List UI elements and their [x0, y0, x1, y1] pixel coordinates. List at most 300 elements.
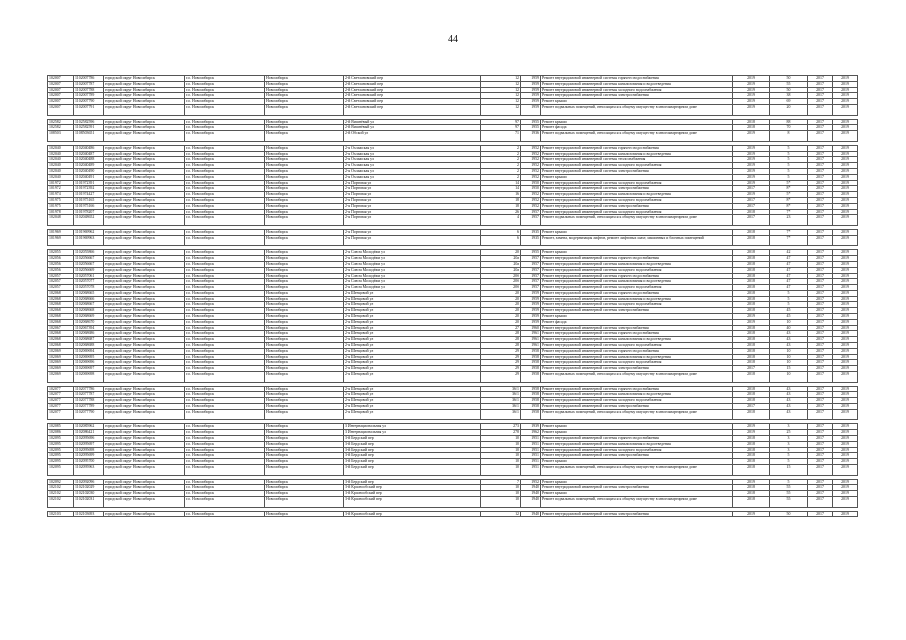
district-cell: городской округ Новосибирск — [104, 465, 185, 476]
plan-year-cell: 2019 — [733, 151, 770, 157]
built-year-cell: 1958 — [521, 366, 541, 372]
end-year-cell: 2019 — [833, 496, 858, 507]
work-type-cell: Ремонт фасада — [541, 125, 733, 131]
built-year-cell: 1957 — [521, 261, 541, 267]
street-cell: 2-й Вишнёвый ул — [344, 119, 481, 125]
row-id-cell: 101969 — [48, 229, 74, 235]
built-year-cell: 1952 — [521, 479, 541, 485]
end-year-cell: 2019 — [833, 348, 858, 354]
row-id-cell: 102077 — [48, 398, 74, 404]
row-id-cell: 101972 — [48, 186, 74, 192]
row-code-cell: 1101975165 — [74, 197, 104, 203]
work-type-cell: Ремонт подвальных помещений, относящихся к общему имуществу в многоквартирном доме — [541, 465, 733, 476]
start-year-cell: 2017 — [808, 168, 833, 174]
locality-cell: г.о. Новосибирск — [185, 163, 265, 169]
row-code-cell: 1102077786 — [74, 386, 104, 392]
start-year-cell: 2017 — [808, 366, 833, 372]
work-type-cell: Ремонт внутридомовой инженерной системы электроснабжения — [541, 511, 733, 517]
district-cell: городской округ Новосибирск — [104, 267, 185, 273]
plan-year-cell: 2018 — [733, 302, 770, 308]
work-type-cell: Ремонт крыши — [541, 430, 733, 436]
street-cell: 2-я Союза Молодёжи ул — [344, 250, 481, 256]
locality-cell: г.о. Новосибирск — [185, 93, 265, 99]
end-year-cell: 2019 — [833, 447, 858, 453]
work-type-cell: Ремонт подвальных помещений, относящихся к общему имуществу в многоквартирном доме — [541, 104, 733, 115]
plan-year-cell: 2019 — [733, 180, 770, 186]
plan-year-cell: 2017 — [733, 404, 770, 410]
plan-year-cell: 2018 — [733, 308, 770, 314]
street-cell: 2-я Союза Молодёжи ул — [344, 261, 481, 267]
city-cell: Новосибирск — [265, 267, 344, 273]
end-year-cell: 2019 — [833, 131, 858, 142]
locality-cell: г.о. Новосибирск — [185, 430, 265, 436]
locality-cell: г.о. Новосибирск — [185, 308, 265, 314]
value-cell: 38 — [770, 93, 808, 99]
row-code-cell: 1102057078 — [74, 285, 104, 291]
row-code-cell: 1102056669 — [74, 267, 104, 273]
end-year-cell: 2019 — [833, 209, 858, 215]
city-cell: Новосибирск — [265, 192, 344, 198]
value-cell: 23 — [770, 215, 808, 226]
end-year-cell: 2019 — [833, 256, 858, 262]
locality-cell: г.о. Новосибирск — [185, 279, 265, 285]
city-cell: Новосибирск — [265, 491, 344, 497]
end-year-cell: 2019 — [833, 180, 858, 186]
value-cell: 3 — [770, 447, 808, 453]
district-cell: городской округ Новосибирск — [104, 104, 185, 115]
street-cell: 2-я Охлажская ул — [344, 163, 481, 169]
end-year-cell: 2019 — [833, 93, 858, 99]
built-year-cell: 1940 — [521, 511, 541, 517]
street-cell: 2-я Шенцовой ул — [344, 409, 481, 420]
start-year-cell: 2017 — [808, 174, 833, 180]
locality-cell: г.о. Новосибирск — [185, 337, 265, 343]
district-cell: городской округ Новосибирск — [104, 145, 185, 151]
house-number-cell: 20 — [481, 308, 521, 314]
street-cell: 2-я Шенцовой ул — [344, 404, 481, 410]
work-type-cell: Ремонт внутридомовой инженерной системы холодного водоснабжения — [541, 360, 733, 366]
table-row — [48, 215, 858, 226]
district-cell: городской округ Новосибирск — [104, 496, 185, 507]
work-type-cell: Ремонт внутридомовой инженерной системы горячего водоснабжения — [541, 348, 733, 354]
plan-year-cell: 2017 — [733, 186, 770, 192]
street-cell: 2-й Вишнёвый ул — [344, 125, 481, 131]
value-cell: 8* — [770, 203, 808, 209]
row-code-cell: 1102069695 — [74, 354, 104, 360]
street-cell: 2-я Портовая ул — [344, 209, 481, 215]
locality-cell: г.о. Новосибирск — [185, 325, 265, 331]
built-year-cell: 1952 — [521, 168, 541, 174]
district-cell: городской округ Новосибирск — [104, 331, 185, 337]
city-cell: Новосибирск — [265, 229, 344, 235]
end-year-cell: 2019 — [833, 441, 858, 447]
start-year-cell: 2017 — [808, 215, 833, 226]
locality-cell: г.о. Новосибирск — [185, 360, 265, 366]
city-cell: Новосибирск — [265, 331, 344, 337]
locality-cell: г.о. Новосибирск — [185, 372, 265, 383]
street-cell: 2-я Шенцовой ул — [344, 354, 481, 360]
start-year-cell: 2017 — [808, 337, 833, 343]
end-year-cell: 2019 — [833, 337, 858, 343]
start-year-cell: 2017 — [808, 76, 833, 82]
start-year-cell: 2017 — [808, 157, 833, 163]
locality-cell: г.о. Новосибирск — [185, 81, 265, 87]
locality-cell: г.о. Новосибирск — [185, 157, 265, 163]
start-year-cell: 2017 — [808, 267, 833, 273]
end-year-cell: 2019 — [833, 491, 858, 497]
locality-cell: г.о. Новосибирск — [185, 491, 265, 497]
end-year-cell: 2019 — [833, 163, 858, 169]
plan-year-cell: 2018 — [733, 337, 770, 343]
work-type-cell: Ремонт внутридомовой инженерной системы канализования и водоотведения — [541, 337, 733, 343]
built-year-cell: 1958 — [521, 360, 541, 366]
row-code-cell: 1102092096 — [74, 479, 104, 485]
end-year-cell: 2019 — [833, 302, 858, 308]
row-id-cell: 102068 — [48, 308, 74, 314]
row-code-cell: 1102068670 — [74, 319, 104, 325]
district-cell: городской округ Новосибирск — [104, 348, 185, 354]
city-cell: Новосибирск — [265, 131, 344, 142]
built-year-cell: 1957 — [521, 279, 541, 285]
plan-year-cell: 2018 — [733, 465, 770, 476]
end-year-cell: 2019 — [833, 145, 858, 151]
end-year-cell: 2019 — [833, 479, 858, 485]
city-cell: Новосибирск — [265, 163, 344, 169]
locality-cell: г.о. Новосибирск — [185, 186, 265, 192]
locality-cell: г.о. Новосибирск — [185, 235, 265, 246]
work-type-cell: Ремонт внутридомовой инженерной системы канализования и водоотведения — [541, 151, 733, 157]
house-number-cell: 14 — [481, 186, 521, 192]
locality-cell: г.о. Новосибирск — [185, 343, 265, 349]
work-type-cell: Ремонт крыши — [541, 229, 733, 235]
locality-cell: г.о. Новосибирск — [185, 256, 265, 262]
work-type-cell: Ремонт внутридомовой инженерной системы холодного водоснабжения — [541, 197, 733, 203]
city-cell: Новосибирск — [265, 235, 344, 246]
plan-year-cell: 2019 — [733, 81, 770, 87]
work-type-cell: Ремонт внутридомовой инженерной системы горячего водоснабжения — [541, 256, 733, 262]
street-cell: 2-я Охлажская ул — [344, 151, 481, 157]
row-id-cell: 102085 — [48, 424, 74, 430]
work-type-cell: Ремонт внутридомовой инженерной системы горячего водоснабжения — [541, 331, 733, 337]
plan-year-cell: 2018 — [733, 348, 770, 354]
city-cell: Новосибирск — [265, 343, 344, 349]
row-id-cell: 101975 — [48, 203, 74, 209]
house-number-cell: 273 — [481, 424, 521, 430]
row-code-cell: 1102068667 — [74, 302, 104, 308]
value-cell: 50 — [770, 511, 808, 517]
end-year-cell: 2019 — [833, 273, 858, 279]
row-code-cell: 1102007791 — [74, 104, 104, 115]
row-id-cell: 102057 — [48, 273, 74, 279]
value-cell: 8 — [770, 131, 808, 142]
street-cell: 3-й Бердский пер — [344, 479, 481, 485]
end-year-cell: 2019 — [833, 430, 858, 436]
city-cell: Новосибирск — [265, 180, 344, 186]
row-code-cell: 1102077789 — [74, 404, 104, 410]
row-code-cell: 1102582596 — [74, 119, 104, 125]
locality-cell: г.о. Новосибирск — [185, 314, 265, 320]
start-year-cell: 2017 — [808, 81, 833, 87]
locality-cell: г.о. Новосибирск — [185, 180, 265, 186]
row-code-cell: 1102095963 — [74, 465, 104, 476]
house-number-cell: 6 — [481, 235, 521, 246]
end-year-cell: 2019 — [833, 372, 858, 383]
value-cell: 8* — [770, 186, 808, 192]
row-code-cell: 1101969963 — [74, 235, 104, 246]
house-number-cell: 27 — [481, 325, 521, 331]
row-code-cell: 1102095700 — [74, 459, 104, 465]
start-year-cell: 2017 — [808, 256, 833, 262]
work-type-cell: Ремонт внутридомовой инженерной системы электроснабжения — [541, 325, 733, 331]
locality-cell: г.о. Новосибирск — [185, 192, 265, 198]
row-code-cell: 1102102031 — [74, 496, 104, 507]
value-cell: 50 — [770, 87, 808, 93]
value-cell: 5 — [770, 157, 808, 163]
work-type-cell: Ремонт внутридомовой инженерной системы канализования и водоотведения — [541, 392, 733, 398]
built-year-cell: 1958 — [521, 386, 541, 392]
city-cell: Новосибирск — [265, 430, 344, 436]
built-year-cell: 1957 — [521, 273, 541, 279]
street-cell: 2-я Союза Молодёжи ул — [344, 273, 481, 279]
plan-year-cell: 2018 — [733, 331, 770, 337]
plan-year-cell: 2019 — [733, 430, 770, 436]
value-cell: 10 — [770, 360, 808, 366]
start-year-cell: 2017 — [808, 296, 833, 302]
district-cell: городской округ Новосибирск — [104, 174, 185, 180]
row-code-cell: 1102007787 — [74, 81, 104, 87]
row-code-cell: 1102068686 — [74, 331, 104, 337]
row-id-cell: 102040 — [48, 168, 74, 174]
plan-year-cell: 2017 — [733, 215, 770, 226]
city-cell: Новосибирск — [265, 81, 344, 87]
start-year-cell: 2017 — [808, 203, 833, 209]
row-code-cell: 1102068668 — [74, 308, 104, 314]
plan-year-cell: 2018 — [733, 125, 770, 131]
district-cell: городской округ Новосибирск — [104, 404, 185, 410]
city-cell: Новосибирск — [265, 273, 344, 279]
start-year-cell: 2017 — [808, 285, 833, 291]
locality-cell: г.о. Новосибирск — [185, 209, 265, 215]
street-cell: 2-я Шенцовой ул — [344, 290, 481, 296]
value-cell: 47 — [770, 279, 808, 285]
locality-cell: г.о. Новосибирск — [185, 354, 265, 360]
plan-year-cell: 2018 — [733, 392, 770, 398]
district-cell: городской округ Новосибирск — [104, 441, 185, 447]
plan-year-cell: 2018 — [733, 453, 770, 459]
end-year-cell: 2019 — [833, 308, 858, 314]
row-code-cell: 1102069698 — [74, 372, 104, 383]
street-cell: 2-я Портовая ул — [344, 197, 481, 203]
city-cell: Новосибирск — [265, 125, 344, 131]
built-year-cell: 1961 — [521, 331, 541, 337]
plan-year-cell: 2018 — [733, 209, 770, 215]
start-year-cell: 2017 — [808, 229, 833, 235]
built-year-cell: 1959 — [521, 319, 541, 325]
street-cell: 3 Интернациональная ул — [344, 430, 481, 436]
start-year-cell: 2017 — [808, 235, 833, 246]
plan-year-cell: 2019 — [733, 157, 770, 163]
district-cell: городской округ Новосибирск — [104, 261, 185, 267]
house-number-cell: 36/1 — [481, 398, 521, 404]
plan-year-cell: 2019 — [733, 479, 770, 485]
work-type-cell: Ремонт внутридомовой инженерной системы электроснабжения — [541, 168, 733, 174]
row-id-cell: 101969 — [48, 235, 74, 246]
locality-cell: г.о. Новосибирск — [185, 404, 265, 410]
row-code-cell: 1101974427 — [74, 192, 104, 198]
row-code-cell: 1102056667 — [74, 261, 104, 267]
city-cell: Новосибирск — [265, 424, 344, 430]
row-id-cell: 102103 — [48, 511, 74, 517]
city-cell: Новосибирск — [265, 145, 344, 151]
built-year-cell: 1959 — [521, 296, 541, 302]
built-year-cell: 1959 — [521, 81, 541, 87]
value-cell: 47 — [770, 285, 808, 291]
locality-cell: г.о. Новосибирск — [185, 285, 265, 291]
row-id-cell: 102068 — [48, 314, 74, 320]
city-cell: Новосибирск — [265, 104, 344, 115]
street-cell: 2-я Портовая ул — [344, 203, 481, 209]
locality-cell: г.о. Новосибирск — [185, 145, 265, 151]
start-year-cell: 2017 — [808, 314, 833, 320]
table-row — [48, 465, 858, 476]
district-cell: городской округ Новосибирск — [104, 163, 185, 169]
value-cell: 43 — [770, 392, 808, 398]
built-year-cell: 1961 — [521, 343, 541, 349]
work-type-cell: Ремонт внутридомовой инженерной системы электроснабжения — [541, 404, 733, 410]
street-cell: 2-я Охлажская ул — [344, 145, 481, 151]
row-code-cell: 1102068669 — [74, 314, 104, 320]
house-number-cell: 10 — [481, 436, 521, 442]
house-number-cell: 20 — [481, 314, 521, 320]
built-year-cell: 1951 — [521, 453, 541, 459]
district-cell: городской округ Новосибирск — [104, 354, 185, 360]
value-cell: 15 — [770, 366, 808, 372]
end-year-cell: 2019 — [833, 436, 858, 442]
city-cell: Новосибирск — [265, 308, 344, 314]
end-year-cell: 2019 — [833, 81, 858, 87]
city-cell: Новосибирск — [265, 496, 344, 507]
house-number-cell: 36/1 — [481, 386, 521, 392]
street-cell: 2-я Шенцовой ул — [344, 302, 481, 308]
work-type-cell: Ремонт крыши — [541, 479, 733, 485]
city-cell: Новосибирск — [265, 386, 344, 392]
row-id-cell: 102007 — [48, 104, 74, 115]
work-type-cell: Ремонт крыши — [541, 99, 733, 105]
value-cell: 43 — [770, 409, 808, 420]
end-year-cell: 2019 — [833, 319, 858, 325]
end-year-cell: 2019 — [833, 151, 858, 157]
work-type-cell: Ремонт внутридомовой инженерной системы холодного водоснабжения — [541, 447, 733, 453]
city-cell: Новосибирск — [265, 157, 344, 163]
start-year-cell: 2017 — [808, 485, 833, 491]
locality-cell: г.о. Новосибирск — [185, 479, 265, 485]
city-cell: Новосибирск — [265, 441, 344, 447]
value-cell: 40 — [770, 325, 808, 331]
district-cell: городской округ Новосибирск — [104, 87, 185, 93]
row-code-cell: 1102095696 — [74, 436, 104, 442]
row-id-cell: 101972 — [48, 180, 74, 186]
value-cell: 43 — [770, 337, 808, 343]
city-cell: Новосибирск — [265, 285, 344, 291]
street-cell: 2-я Портовая ул — [344, 180, 481, 186]
row-code-cell: 1102007788 — [74, 87, 104, 93]
end-year-cell: 2019 — [833, 409, 858, 420]
work-type-cell: Ремонт внутридомовой инженерной системы канализования и водоотведения — [541, 354, 733, 360]
start-year-cell: 2017 — [808, 186, 833, 192]
locality-cell: г.о. Новосибирск — [185, 229, 265, 235]
city-cell: Новосибирск — [265, 404, 344, 410]
city-cell: Новосибирск — [265, 174, 344, 180]
work-type-cell: Ремонт крыши — [541, 119, 733, 125]
locality-cell: г.о. Новосибирск — [185, 296, 265, 302]
built-year-cell: 1935 — [521, 235, 541, 246]
district-cell: городской округ Новосибирск — [104, 168, 185, 174]
start-year-cell: 2017 — [808, 151, 833, 157]
district-cell: городской округ Новосибирск — [104, 235, 185, 246]
plan-year-cell: 2017 — [733, 197, 770, 203]
row-code-cell: 1102040486 — [74, 145, 104, 151]
value-cell: 25 — [770, 430, 808, 436]
document-sheet — [47, 75, 857, 517]
table-body — [48, 76, 858, 517]
plan-year-cell: 2018 — [733, 386, 770, 392]
street-cell: 2-й Светлановский пер — [344, 93, 481, 99]
plan-year-cell: 2018 — [733, 279, 770, 285]
value-cell: 10 — [770, 348, 808, 354]
district-cell: городской округ Новосибирск — [104, 360, 185, 366]
house-number-cell: 2 — [481, 174, 521, 180]
plan-year-cell: 2019 — [733, 314, 770, 320]
end-year-cell: 2019 — [833, 290, 858, 296]
street-cell: 2-я Союза Молодёжи ул — [344, 256, 481, 262]
house-number-cell: 28 — [481, 337, 521, 343]
work-type-cell: Ремонт внутридомовой инженерной системы горячего водоснабжения — [541, 273, 733, 279]
locality-cell: г.о. Новосибирск — [185, 197, 265, 203]
value-cell: 43 — [770, 386, 808, 392]
row-code-cell: 1102007789 — [74, 93, 104, 99]
district-cell: городской округ Новосибирск — [104, 279, 185, 285]
city-cell: Новосибирск — [265, 151, 344, 157]
district-cell: городской округ Новосибирск — [104, 296, 185, 302]
start-year-cell: 2017 — [808, 302, 833, 308]
city-cell: Новосибирск — [265, 186, 344, 192]
value-cell: 7* — [770, 209, 808, 215]
work-type-cell: Ремонт внутридомовой инженерной системы холодного водоснабжения — [541, 163, 733, 169]
house-number-cell: 28 — [481, 343, 521, 349]
city-cell: Новосибирск — [265, 261, 344, 267]
house-number-cell: 10 — [481, 441, 521, 447]
district-cell: городской округ Новосибирск — [104, 192, 185, 198]
work-type-cell: Ремонт внутридомовой инженерной системы канализования и водоотведения — [541, 296, 733, 302]
city-cell: Новосибирск — [265, 409, 344, 420]
row-code-cell: 1101972391 — [74, 180, 104, 186]
value-cell: 43 — [770, 404, 808, 410]
house-number-cell: 29 — [481, 360, 521, 366]
city-cell: Новосибирск — [265, 348, 344, 354]
house-number-cell: 12 — [481, 87, 521, 93]
plan-year-cell: 2019 — [733, 319, 770, 325]
street-cell: 2-я Портовая ул — [344, 229, 481, 235]
locality-cell: г.о. Новосибирск — [185, 392, 265, 398]
row-id-cell: 102067 — [48, 325, 74, 331]
house-number-cell: 7 — [481, 479, 521, 485]
city-cell: Новосибирск — [265, 296, 344, 302]
district-cell: городской округ Новосибирск — [104, 203, 185, 209]
house-number-cell: 36/1 — [481, 409, 521, 420]
row-code-cell: 1101978207 — [74, 209, 104, 215]
built-year-cell: 1951 — [521, 447, 541, 453]
house-number-cell: 10 — [481, 491, 521, 497]
